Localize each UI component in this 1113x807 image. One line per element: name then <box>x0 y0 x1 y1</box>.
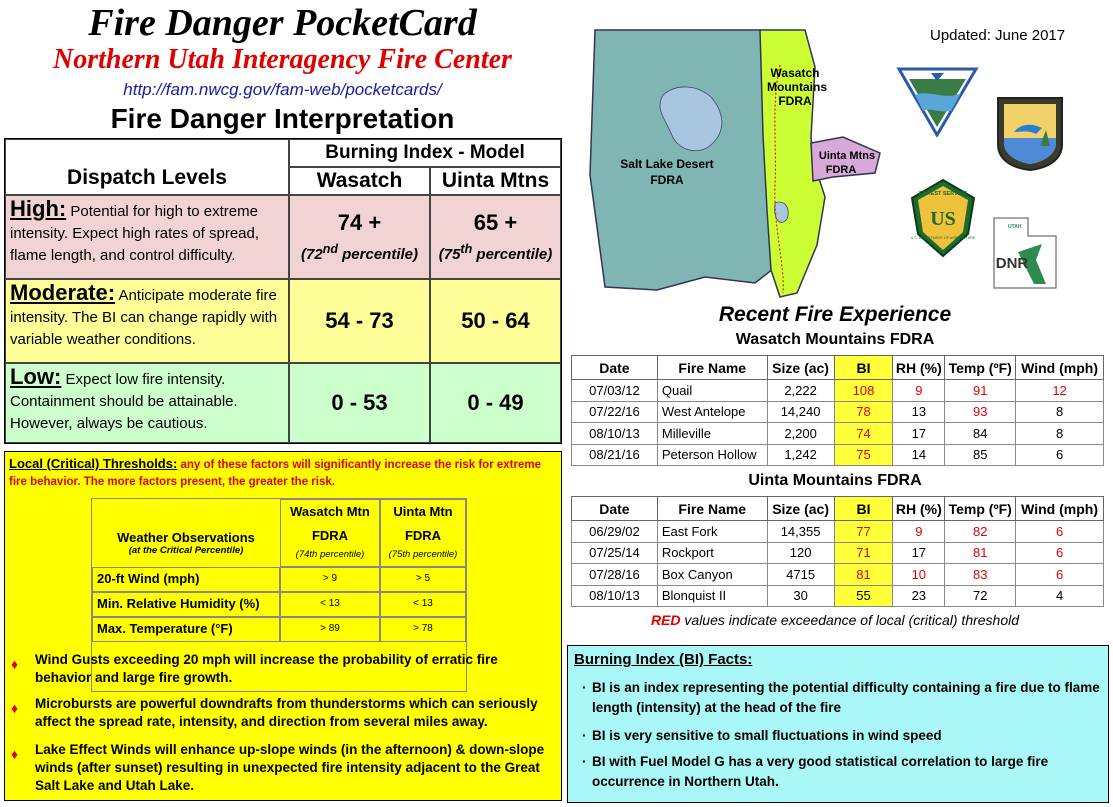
fire-cell-name: Box Canyon <box>657 564 767 586</box>
fire-cell-name: Rockport <box>657 542 767 564</box>
bi-fact-item <box>582 678 1102 718</box>
fire-cell-wind: 6 <box>1016 542 1104 564</box>
fdra-map <box>585 25 885 300</box>
usfws-logo <box>994 94 1066 172</box>
level-low-cell <box>5 363 289 443</box>
bullet-text: Lake Effect Winds will enhance up-slope winds (in the afternoon) & down-slope winds (after sunset) resulting in unexpected fire intensity adjacent to the Great Salt Lake and Utah Lake. <box>35 742 545 793</box>
fire-cell-temp: 93 <box>945 401 1016 423</box>
fire-cell-bi: 77 <box>834 521 893 543</box>
fire-cell-name: Quail <box>657 380 767 402</box>
uinta-mtn-fdra: FDRA <box>404 528 442 543</box>
level-high-cell <box>5 195 289 279</box>
thresholds-heading <box>9 456 559 490</box>
level-low-text <box>6 364 288 437</box>
fire-cell-date: 06/29/02 <box>572 521 658 543</box>
fire-cell-name: Blonquist II <box>657 585 767 607</box>
fire-cell-date: 07/03/12 <box>572 380 658 402</box>
fire-cell-temp: 82 <box>945 521 1016 543</box>
col-date: Date <box>572 356 658 380</box>
map-label-uinta: Uinta Mtns <box>818 150 876 162</box>
wasatch-mtn-fdra: FDRA <box>311 528 349 543</box>
card-title: Fire Danger PocketCard <box>88 2 477 44</box>
fire-cell-temp: 72 <box>945 585 1016 607</box>
moderate-uinta-cell <box>430 279 561 363</box>
red-word: RED <box>650 612 681 628</box>
weather-obs-label: Weather Observations <box>117 530 255 545</box>
fire-cell-temp: 84 <box>945 423 1016 445</box>
wasatch-table-body <box>572 380 1104 466</box>
col-size: Size (ac) <box>767 497 834 521</box>
fire-cell-bi: 71 <box>834 542 893 564</box>
updated-date: Updated: June 2017 <box>930 27 1066 44</box>
bi-fact-item <box>582 726 1102 746</box>
col-rh: RH (%) <box>893 497 945 521</box>
fire-cell-rh: 10 <box>893 564 945 586</box>
col-size: Size (ac) <box>767 356 834 380</box>
threshold-row-wasatch: > 9 <box>280 567 380 592</box>
high-wasatch-value <box>290 210 429 263</box>
fire-row <box>572 444 1104 466</box>
low-uinta-cell <box>430 363 561 443</box>
fire-cell-bi: 75 <box>834 444 893 466</box>
map-label-wasatch-fdra: FDRA <box>778 94 812 108</box>
model-wasatch: Wasatch <box>316 169 403 192</box>
map-label-desert: Salt Lake Desert <box>620 157 714 171</box>
bi-facts-panel <box>567 645 1109 803</box>
threshold-row-uinta: < 13 <box>380 592 466 617</box>
fire-row <box>572 564 1104 586</box>
low-uinta-bi: 0 - 49 <box>467 390 524 415</box>
level-high-label: High: <box>10 196 67 221</box>
fire-cell-bi: 108 <box>834 380 893 402</box>
fire-cell-size: 1,242 <box>767 444 834 466</box>
thresholds-note: any of these factors will significantly increase the risk for extreme fire behavior. The more factors present, the greater the risk. <box>9 459 541 488</box>
col-bi: BI <box>834 497 893 521</box>
fire-cell-date: 08/10/13 <box>572 423 658 445</box>
fs-logo-top-text: FOREST SERVICE <box>919 191 967 197</box>
fire-cell-wind: 8 <box>1016 401 1104 423</box>
utah-dnr-logo <box>990 214 1060 292</box>
thresholds-title: Local (Critical) Thresholds: <box>9 456 178 471</box>
wasatch-header-row <box>572 356 1104 380</box>
fire-cell-wind: 4 <box>1016 585 1104 607</box>
bullet-lake-effect <box>11 741 556 795</box>
fs-logo-mark: US <box>930 208 956 230</box>
map-label-wasatch: Wasatch <box>770 66 820 80</box>
uinta-table-body <box>572 521 1104 607</box>
bi-model-header: Burning Index - Model <box>325 142 525 163</box>
bullet-wind-gusts <box>11 651 556 687</box>
moderate-wasatch-cell <box>289 279 430 363</box>
bullet-text: Wind Gusts exceeding 20 mph will increase the probability of erratic fire behavior and large fire growth. <box>35 652 498 685</box>
fire-cell-date: 08/21/16 <box>572 444 658 466</box>
weather-obs-header <box>92 499 280 567</box>
weather-obs-sub: (at the Critical Percentile) <box>128 545 244 556</box>
fire-cell-rh: 17 <box>893 542 945 564</box>
fire-cell-rh: 9 <box>893 521 945 543</box>
fs-logo-bottom-text: U.S. DEPARTMENT OF AGRICULTURE <box>910 236 976 240</box>
red-note-text: values indicate exceedance of local (critical) threshold <box>680 612 1020 628</box>
fire-cell-temp: 83 <box>945 564 1016 586</box>
wasatch-mtn-label: Wasatch Mtn <box>290 504 370 519</box>
fire-row <box>572 585 1104 607</box>
fire-cell-bi: 81 <box>834 564 893 586</box>
bi-facts-title: Burning Index (BI) Facts: <box>574 651 753 668</box>
fire-cell-rh: 9 <box>893 380 945 402</box>
dnr-logo-small-text: UTAH <box>1008 224 1022 230</box>
recent-fire-title: Recent Fire Experience <box>718 303 952 326</box>
fire-cell-size: 120 <box>767 542 834 564</box>
level-moderate-cell <box>5 279 289 363</box>
col-temp: Temp (ºF) <box>945 356 1016 380</box>
threshold-row-wasatch: > 89 <box>280 617 380 642</box>
high-wasatch-percentile: (72nd percentile) <box>301 242 418 263</box>
fire-cell-rh: 13 <box>893 401 945 423</box>
high-uinta-bi: 65 + <box>473 210 518 235</box>
section-title: Fire Danger Interpretation <box>110 103 455 134</box>
col-wind: Wind (mph) <box>1016 356 1104 380</box>
fire-cell-size: 2,222 <box>767 380 834 402</box>
wasatch-table-title: Wasatch Mountains FDRA <box>735 331 935 348</box>
col-rh: RH (%) <box>893 356 945 380</box>
uinta-mtn-header <box>380 499 466 567</box>
level-low-label: Low: <box>10 364 62 389</box>
fire-cell-name: West Antelope <box>657 401 767 423</box>
fire-cell-date: 07/25/14 <box>572 542 658 564</box>
moderate-uinta-bi: 50 - 64 <box>461 308 530 333</box>
utah-lake <box>775 202 789 222</box>
bullet-dot-icon: · <box>582 728 587 743</box>
high-uinta-percentile: (75th percentile) <box>438 242 553 263</box>
fire-cell-temp: 91 <box>945 380 1016 402</box>
local-thresholds-panel <box>4 451 562 801</box>
diamond-bullet-icon: ♦ <box>11 656 19 672</box>
level-high-text <box>6 196 288 269</box>
dispatch-levels-header: Dispatch Levels <box>67 166 227 189</box>
fire-row <box>572 542 1104 564</box>
col-fire-name: Fire Name <box>657 356 767 380</box>
map-label-mountains: Mountains <box>767 80 827 94</box>
bi-fact-item <box>582 752 1102 792</box>
level-moderate-desc: Anticipate moderate fire intensity. The BI can change rapidly with variable weather conditions. <box>10 287 278 348</box>
bi-fact-text: BI is an index representing the potential difficulty containing a fire due to flame length (intensity) at the head of the fire <box>592 680 1100 715</box>
fire-row <box>572 401 1104 423</box>
low-wasatch-bi: 0 - 53 <box>331 390 388 415</box>
high-wasatch-cell <box>289 195 430 279</box>
high-uinta-cell <box>430 195 561 279</box>
high-uinta-value <box>431 210 560 263</box>
model-uinta-cell <box>430 167 561 195</box>
bi-fact-text: BI is very sensitive to small fluctuations in wind speed <box>592 728 942 743</box>
fire-cell-date: 07/22/16 <box>572 401 658 423</box>
fire-cell-size: 14,355 <box>767 521 834 543</box>
fire-cell-wind: 8 <box>1016 423 1104 445</box>
fire-cell-temp: 85 <box>945 444 1016 466</box>
fire-cell-size: 30 <box>767 585 834 607</box>
fire-cell-size: 4715 <box>767 564 834 586</box>
threshold-row-uinta: > 5 <box>380 567 466 592</box>
fire-cell-wind: 12 <box>1016 380 1104 402</box>
diamond-bullet-icon: ♦ <box>11 700 19 716</box>
fire-cell-wind: 6 <box>1016 521 1104 543</box>
fire-cell-name: Peterson Hollow <box>657 444 767 466</box>
threshold-row-uinta: > 78 <box>380 617 466 642</box>
bullet-microbursts <box>11 695 556 731</box>
fire-cell-bi: 78 <box>834 401 893 423</box>
fire-cell-wind: 6 <box>1016 564 1104 586</box>
fire-cell-date: 07/28/16 <box>572 564 658 586</box>
dnr-logo-text: DNR <box>995 255 1029 272</box>
uinta-header-row <box>572 497 1104 521</box>
level-low-desc: Expect low fire intensity. Containment should be attainable. However, always be cautious. <box>10 371 238 432</box>
wasatch-mtn-header <box>280 499 380 567</box>
bullet-dot-icon: · <box>582 680 587 695</box>
bullet-text: Microbursts are powerful downdrafts from thunderstorms which can seriously affect the spread rate, intensity, and direction from several miles away. <box>35 696 538 729</box>
fire-cell-name: East Fork <box>657 521 767 543</box>
uinta-mtn-percentile: (75th percentile) <box>388 549 458 560</box>
diamond-bullet-icon: ♦ <box>11 746 19 762</box>
moderate-wasatch-bi: 54 - 73 <box>325 308 394 333</box>
uinta-table-title: Uinta Mountains FDRA <box>748 472 922 489</box>
col-wind: Wind (mph) <box>1016 497 1104 521</box>
fire-row <box>572 423 1104 445</box>
bi-model-header-cell <box>289 139 561 167</box>
wasatch-fire-table <box>571 355 1104 466</box>
fire-cell-rh: 14 <box>893 444 945 466</box>
fire-row <box>572 521 1104 543</box>
level-high-desc: Potential for high to extreme intensity. Expect high rates of spread, flame length, and control difficulty. <box>10 203 260 264</box>
dispatch-header-cell <box>5 139 289 195</box>
fire-cell-bi: 55 <box>834 585 893 607</box>
model-uinta: Uinta Mtns <box>441 169 550 192</box>
center-name: Northern Utah Interagency Fire Center <box>53 44 512 75</box>
fire-cell-date: 08/10/13 <box>572 585 658 607</box>
col-bi: BI <box>834 356 893 380</box>
uinta-mtn-label: Uinta Mtn <box>393 504 453 519</box>
level-moderate-label: Moderate: <box>10 280 116 305</box>
fire-cell-rh: 23 <box>893 585 945 607</box>
high-wasatch-bi: 74 + <box>337 210 382 235</box>
blm-logo <box>895 65 980 137</box>
fire-cell-temp: 81 <box>945 542 1016 564</box>
low-wasatch-cell <box>289 363 430 443</box>
model-wasatch-cell <box>289 167 430 195</box>
map-label-uinta-fdra: FDRA <box>825 164 857 176</box>
threshold-row-label: Min. Relative Humidity (%) <box>92 592 280 617</box>
level-moderate-text <box>6 280 288 353</box>
threshold-row-label: 20-ft Wind (mph) <box>92 567 280 592</box>
uinta-fire-table <box>571 496 1104 607</box>
fire-cell-size: 14,240 <box>767 401 834 423</box>
fire-cell-name: Milleville <box>657 423 767 445</box>
bi-fact-text: BI with Fuel Model G has a very good statistical correlation to large fire occurrence in Northern Utah. <box>592 754 1049 789</box>
red-values-note <box>570 612 1100 628</box>
col-date: Date <box>572 497 658 521</box>
threshold-row-label: Max. Temperature (°F) <box>92 617 280 642</box>
fire-cell-rh: 17 <box>893 423 945 445</box>
col-fire-name: Fire Name <box>657 497 767 521</box>
col-temp: Temp (ºF) <box>945 497 1016 521</box>
fire-row <box>572 380 1104 402</box>
map-label-desert-fdra: FDRA <box>650 173 684 187</box>
forest-service-logo <box>908 178 978 258</box>
fire-cell-bi: 74 <box>834 423 893 445</box>
wasatch-mtn-percentile: (74th percentile) <box>295 549 365 560</box>
fire-cell-size: 2,200 <box>767 423 834 445</box>
dispatch-levels-table <box>4 138 562 444</box>
bullet-dot-icon: · <box>582 754 587 769</box>
fire-cell-wind: 6 <box>1016 444 1104 466</box>
pocketcard-url[interactable]: http://fam.nwcg.gov/fam-web/pocketcards/ <box>123 80 442 99</box>
threshold-row-wasatch: < 13 <box>280 592 380 617</box>
